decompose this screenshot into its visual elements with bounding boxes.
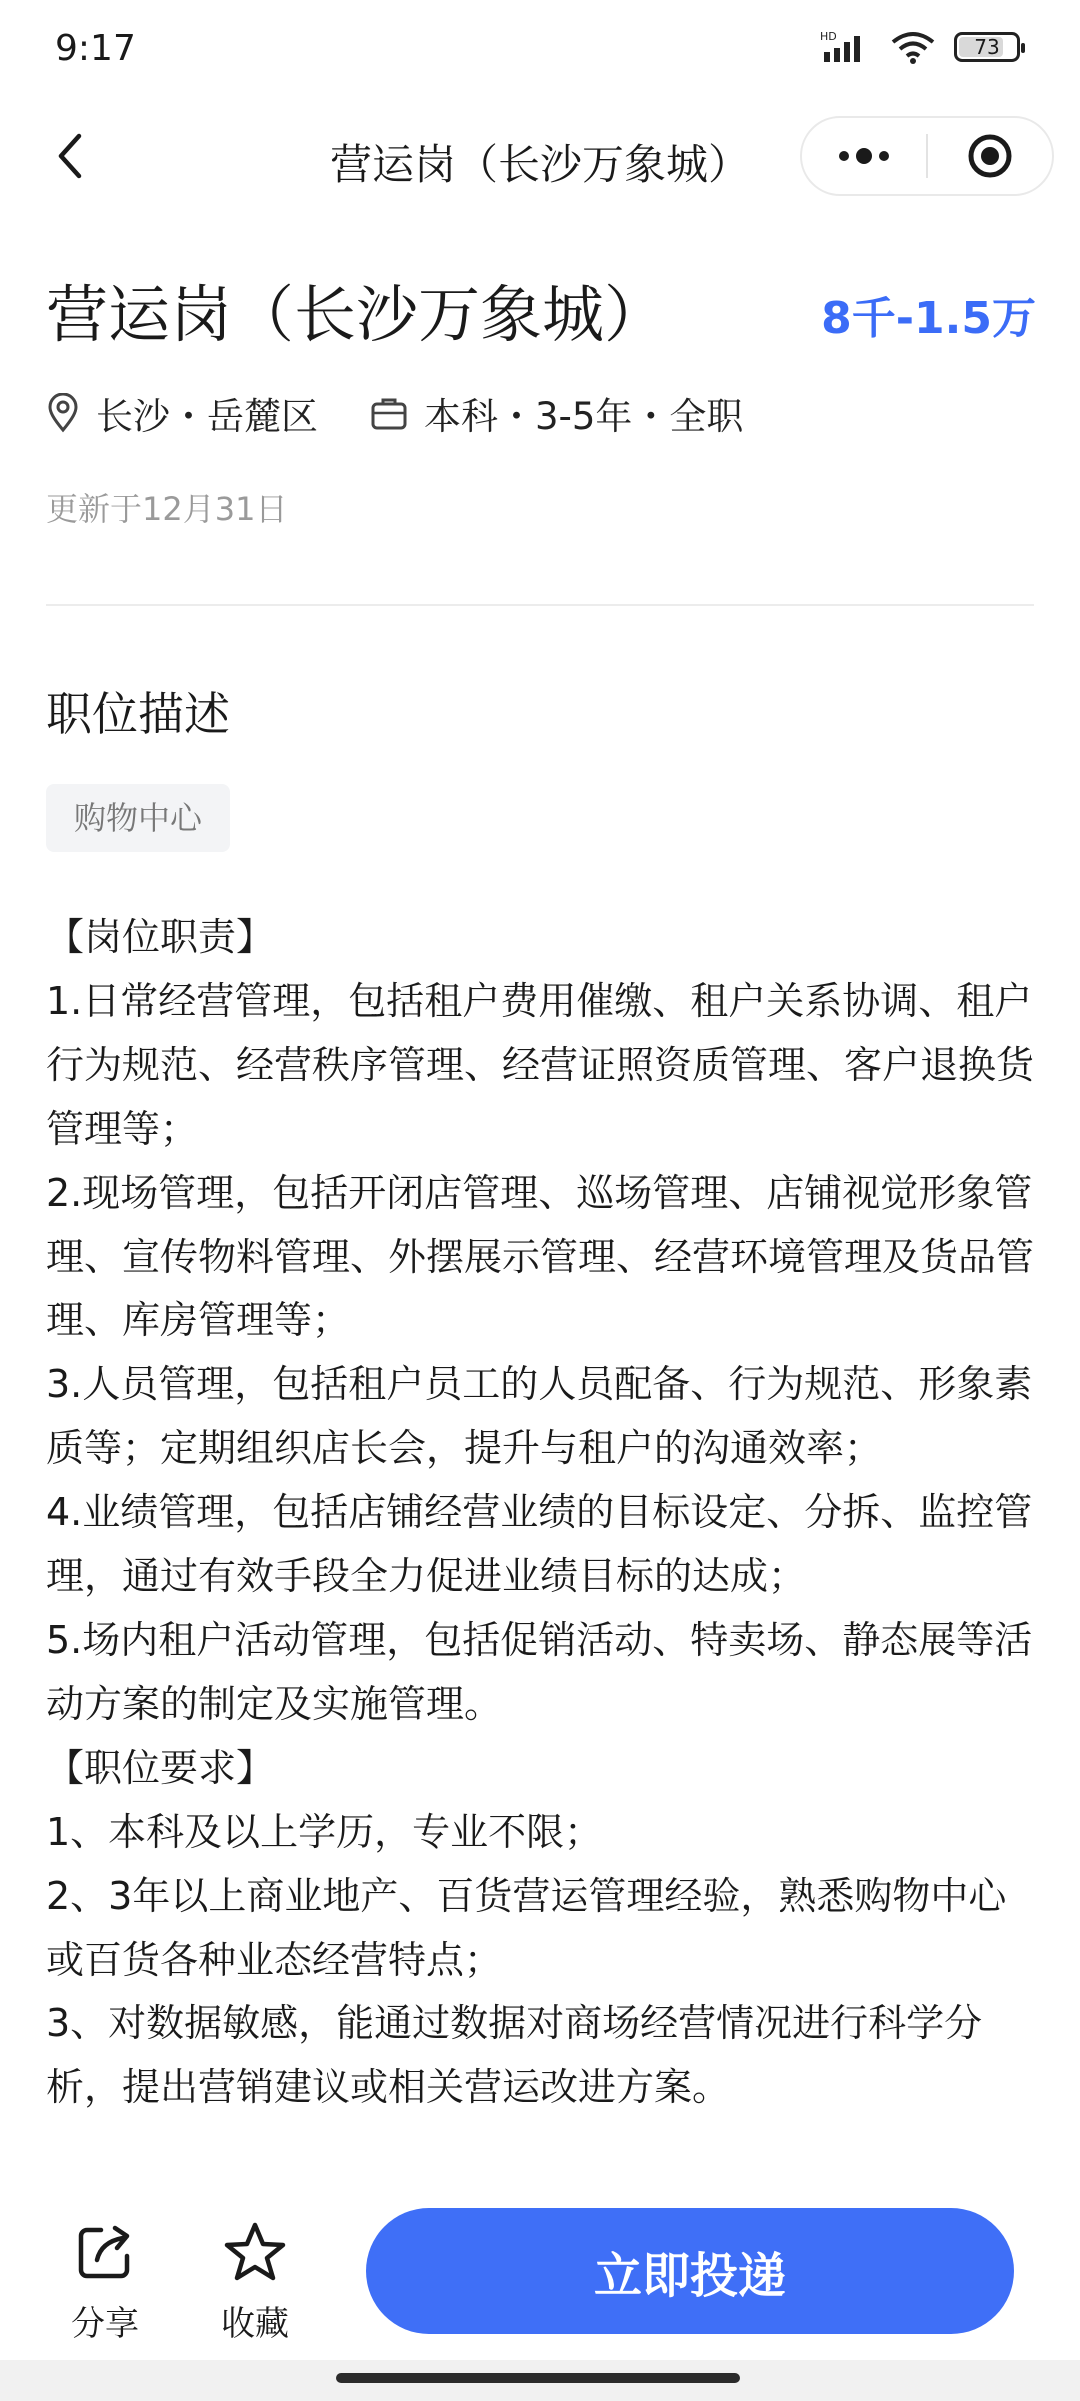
more-dots-icon <box>836 148 892 164</box>
industry-tag: 购物中心 <box>46 784 230 852</box>
share-label: 分享 <box>71 2304 139 2344</box>
status-icons <box>820 30 1020 64</box>
section-divider <box>46 604 1034 606</box>
desc-line: 1.日常经营管理，包括租户费用催缴、租户关系协调、租户行为规范、经营秩序管理、经营证照资质管理、客户退换货管理等； <box>46 978 1035 1151</box>
nav-title: 营运岗（长沙万象城） <box>329 140 750 189</box>
signal-icon <box>820 30 872 64</box>
desc-line: 1、本科及以上学历，专业不限； <box>46 1809 603 1854</box>
desc-line: 2、3年以上商业地产、百货营运管理经验，熟悉购物中心或百货各种业态经营特点； <box>46 1873 1007 1982</box>
desc-line: 4.业绩管理，包括店铺经营业绩的目标设定、分拆、监控管理，通过有效手段全力促进业绩目标的达成； <box>46 1490 1033 1599</box>
svg-text:HD: HD <box>820 30 837 43</box>
desc-line: 3.人员管理，包括租户员工的人员配备、行为规范、形象素质等；定期组织店长会，提升与租户的沟通效率； <box>46 1362 1033 1471</box>
updated-date: 更新于12月31日 <box>46 490 288 528</box>
mini-program-capsule <box>800 116 1054 196</box>
briefcase-icon <box>370 395 408 431</box>
target-circle-icon <box>966 132 1014 180</box>
salary: 8千-1.5万 <box>821 293 1036 344</box>
job-location <box>46 386 318 440</box>
job-header <box>46 270 1036 360</box>
job-requirements <box>370 386 743 440</box>
close-mini-program-button[interactable] <box>928 118 1052 194</box>
section-title: 职位描述 <box>46 687 230 741</box>
location-pin-icon <box>46 393 80 433</box>
location-text: 长沙・岳麓区 <box>96 395 318 438</box>
desc-line: 5.场内租户活动管理，包括促销活动、特卖场、静态展等活动方案的制定及实施管理。 <box>46 1617 1033 1726</box>
battery-level: 73 <box>974 35 1000 59</box>
job-description <box>46 906 1040 2120</box>
more-button[interactable] <box>802 118 926 194</box>
desc-line: 【岗位职责】 <box>46 915 275 959</box>
desc-line: 3、对数据敏感，能通过数据对商场经营情况进行科学分析，提出营销建议或相关营运改进方案。 <box>46 2001 983 2110</box>
favorite-button[interactable] <box>200 2220 310 2345</box>
status-bar <box>0 0 1080 104</box>
job-meta <box>46 386 743 440</box>
home-indicator[interactable] <box>336 2373 740 2383</box>
favorite-label: 收藏 <box>221 2304 289 2344</box>
star-icon <box>222 2220 288 2284</box>
share-icon <box>73 2220 137 2284</box>
wifi-icon <box>890 30 936 64</box>
desc-line: 2.现场管理，包括开闭店管理、巡场管理、店铺视觉形象管理、宣传物料管理、外摆展示管理、经营环境管理及货品管理、库房管理等； <box>46 1170 1035 1343</box>
desc-line: 【职位要求】 <box>46 1745 275 1790</box>
nav-bar <box>0 104 1080 208</box>
apply-button[interactable]: 立即投递 <box>366 2208 1014 2334</box>
status-time: 9:17 <box>55 28 136 69</box>
job-title: 营运岗（长沙万象城） <box>46 278 667 351</box>
requirements-text: 本科・3-5年・全职 <box>424 395 744 438</box>
battery-icon <box>954 32 1020 62</box>
share-button[interactable] <box>50 2220 160 2345</box>
